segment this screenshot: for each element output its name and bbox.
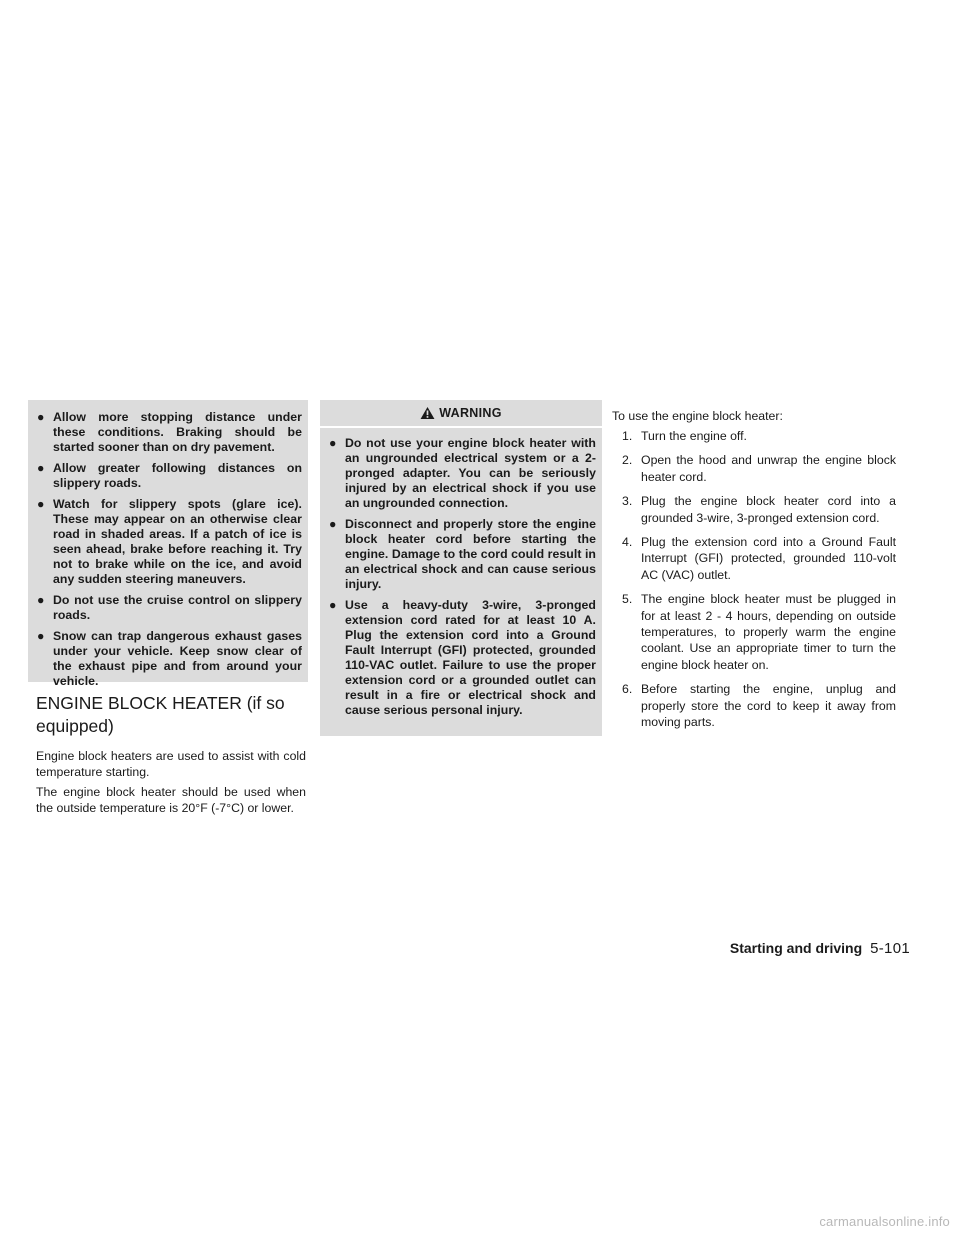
step-item: 4. Plug the extension cord into a Ground Fault Interrupt (GFI) protected, grounded 110-volt AC (VAC) outlet. [622, 535, 896, 582]
bullet-icon: ● [37, 629, 45, 643]
caution-item: ● Watch for slippery spots (glare ice). These may appear on an otherwise clear road in shaded areas. If a patch of ice is seen ahead, brake before reaching it. Try not to brake while on the ice, and avoid any sudden steering maneuvers. [37, 497, 302, 586]
instructions-intro: To use the engine block heater: [612, 409, 783, 423]
bullet-icon: ● [37, 593, 45, 607]
section-title: ENGINE BLOCK HEATER (if so equipped) [36, 693, 285, 736]
warning-triangle-icon [420, 406, 435, 420]
warning-list [328, 436, 596, 718]
step-item: 1. Turn the engine off. [622, 429, 747, 443]
caution-box [28, 400, 308, 688]
caution-item: ● Allow more stopping distance under these conditions. Braking should be started sooner than on dry pavement. [37, 410, 302, 454]
bullet-icon: ● [37, 497, 45, 511]
warning-box [320, 400, 602, 736]
warning-item: ● Disconnect and properly store the engine block heater cord before starting the engine. Damage to the cord could result in an electrical shock and can cause serious injury. [329, 517, 596, 591]
page-number: 5-101 [870, 940, 910, 957]
warning-title: WARNING [439, 406, 502, 420]
section-paragraph: Engine block heaters are used to assist with cold temperature starting. [36, 749, 306, 780]
bullet-icon: ● [329, 436, 337, 450]
step-item: 2. Open the hood and unwrap the engine block heater cord. [622, 453, 896, 484]
caution-item: ● Snow can trap dangerous exhaust gases under your vehicle. Keep snow clear of the exhaust pipe and from around your vehicle. [37, 629, 302, 688]
caution-item: ● Allow greater following distances on slippery roads. [37, 461, 302, 490]
warning-header [320, 400, 602, 428]
step-item: 5. The engine block heater must be plugged in for at least 2 - 4 hours, depending on outside temperatures, to properly warm the engine coolant. Use an appropriate timer to turn the engine block heater on. [622, 592, 896, 672]
warning-item: ● Do not use your engine block heater with an ungrounded electrical system or a 2-pronged adapter. You can be seriously injured by an electrical shock if you use an ungrounded connection. [329, 436, 596, 510]
warning-item: ● Use a heavy-duty 3-wire, 3-pronged extension cord rated for at least 10 A. Plug the extension cord into a Ground Fault Interrupt (GFI) protected, grounded 110-VAC outlet. Failure to use the proper extension cord or a grounded outlet can result in a fire or electrical shock and cause serious personal injury. [329, 598, 596, 717]
watermark: carmanualsonline.info [819, 1214, 950, 1229]
page-footer [710, 940, 910, 958]
footer-section-name: Starting and driving [729, 940, 863, 956]
caution-item: ● Do not use the cruise control on slippery roads. [37, 593, 302, 622]
bullet-icon: ● [329, 517, 337, 531]
instructions-steps [612, 428, 896, 739]
bullet-icon: ● [37, 461, 45, 475]
section-paragraph: The engine block heater should be used when the outside temperature is 20°F (-7°C) or lower. [36, 785, 306, 816]
warning-body [320, 428, 602, 718]
bullet-icon: ● [37, 410, 45, 424]
step-item: 6. Before starting the engine, unplug and properly store the cord to keep it away from moving parts. [622, 682, 896, 730]
step-item: 3. Plug the engine block heater cord into a grounded 3-wire, 3-pronged extension cord. [622, 494, 896, 525]
caution-list [36, 410, 302, 689]
bullet-icon: ● [329, 598, 337, 612]
